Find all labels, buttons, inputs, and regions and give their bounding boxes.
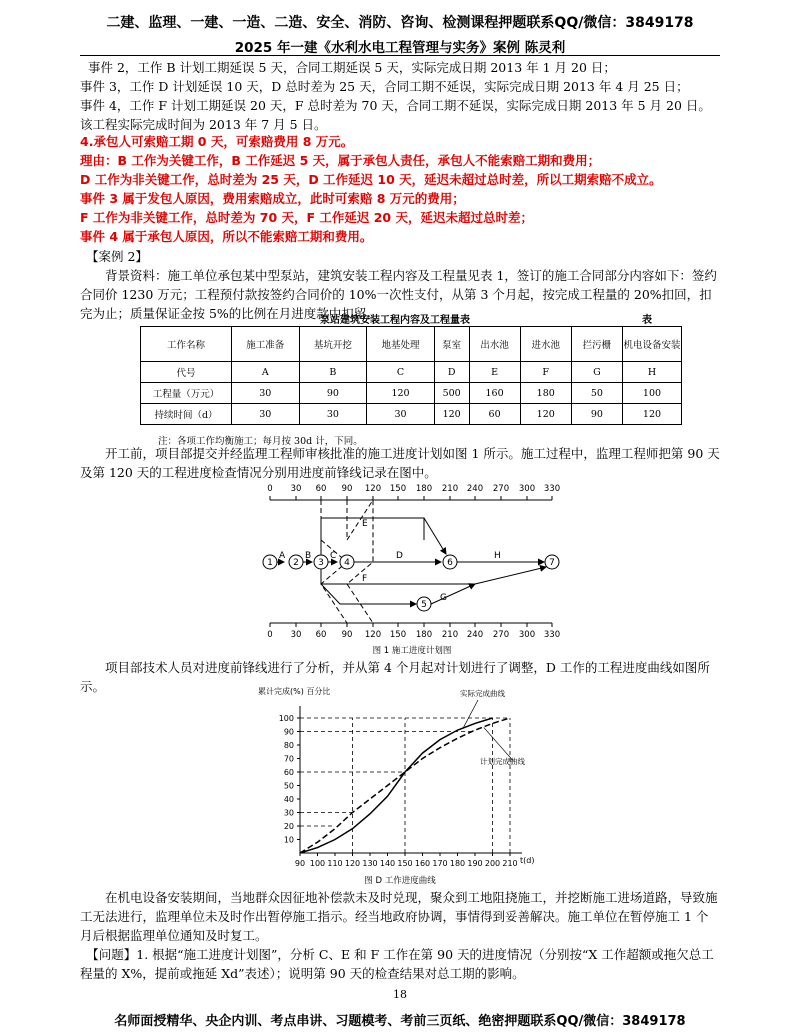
table-cell: 120	[434, 404, 469, 425]
top-tick-label: 180	[415, 484, 433, 494]
table-cell: C	[367, 362, 435, 383]
table-cell: 120	[367, 383, 435, 404]
chart-ylabel: 累计完成(%) 百分比	[258, 687, 331, 696]
chart-lines	[300, 700, 514, 853]
d-progress-chart	[250, 678, 550, 888]
table-cell: G	[571, 362, 622, 383]
y-tick-label: 30	[283, 808, 294, 818]
top-tick-label: 240	[466, 484, 484, 494]
y-tick-label: 90	[283, 727, 294, 737]
y-tick-label: 60	[283, 768, 294, 777]
table-cell: 90	[299, 383, 367, 404]
table-header-row	[141, 327, 682, 362]
activity-label-e: E	[362, 519, 368, 529]
bottom-tick-label: 60	[315, 630, 327, 640]
actual-completion-curve	[300, 718, 493, 853]
node-label: 3	[318, 558, 324, 568]
x-tick-label: 180	[449, 859, 466, 868]
table-row	[141, 404, 682, 425]
bottom-tick-label: 330	[543, 630, 561, 640]
table-header: 地基处理	[367, 327, 435, 362]
bottom-tick-label: 180	[415, 630, 433, 640]
y-tick-label: 80	[283, 741, 294, 750]
table-cell: 160	[469, 383, 520, 404]
table-cell: 持续时间（d）	[141, 404, 232, 425]
bottom-tick-label: 120	[364, 630, 382, 640]
header-rule	[80, 55, 720, 56]
table-cell: B	[299, 362, 367, 383]
bottom-scale-ticks	[270, 623, 552, 627]
y-tick-label: 10	[283, 835, 294, 845]
top-tick-label: 150	[389, 484, 407, 494]
question-text: 【问题】1. 根据“施工进度计划图”，分析 C、E 和 F 工作在第 90 天的进度情况（分别按“X 工作超额或拖欠总工程量的 X%，提前或拖延 Xd”表述）；说明第 90 天的检查结果对总工期的影响。	[80, 947, 714, 981]
paragraph-2-text: 开工前，项目部提交并经监理工程师审核批准的施工进度计划如图 1 所示。施工过程中，监理工程师把第 90 天及第 120 天的工程进度检查情况分别用进度前锋线记录在图中。	[80, 446, 720, 480]
top-tick-label: 90	[341, 484, 353, 494]
x-tick-label: 170	[432, 859, 448, 868]
header-line-2: 2025 年一建《水利水电工程管理与实务》案例 陈灵利	[234, 40, 566, 56]
x-tick-label: 110	[327, 859, 343, 868]
top-tick-label: 300	[518, 484, 536, 494]
activity-label-d: D	[396, 551, 403, 561]
top-tick-label: 210	[441, 484, 459, 494]
table-tag: 表	[642, 315, 652, 326]
arrow-g	[431, 584, 475, 604]
chart-grid	[300, 718, 510, 853]
network-diagram	[0, 478, 800, 658]
table-cell: F	[520, 362, 571, 383]
top-tick-label: 60	[315, 484, 327, 494]
table-row	[141, 383, 682, 404]
activity-label-c: C	[330, 551, 337, 561]
table-cell: 120	[623, 404, 682, 425]
node-label: 6	[447, 558, 453, 568]
table-cell: 50	[571, 383, 622, 404]
answer-reason-3: 事件 3 属于发包人原因，费用索赔成立，此时可索赔 8 万元的费用；	[80, 191, 465, 206]
bottom-tick-label: 30	[290, 630, 302, 640]
table-cell: E	[469, 362, 520, 383]
top-tick-label: 30	[290, 484, 302, 494]
paragraph-4	[80, 888, 720, 945]
activity-label-b: B	[305, 551, 312, 561]
table-header: 进水池	[520, 327, 571, 362]
page-number: 18	[393, 988, 407, 1001]
table-cell: 30	[299, 404, 367, 425]
table-cell: 100	[623, 383, 682, 404]
y-tick-label: 50	[283, 781, 294, 791]
arrow-e-end	[424, 518, 446, 554]
table-cell: 500	[434, 383, 469, 404]
node-label: 7	[549, 558, 555, 568]
case-2-title: 【案例 2】	[86, 249, 148, 264]
y-tick-label: 100	[278, 714, 294, 723]
table-cell: 120	[520, 404, 571, 425]
y-tick-label: 40	[283, 795, 294, 804]
top-tick-label: 270	[492, 484, 510, 494]
table-header: 拦污栅	[571, 327, 622, 362]
table-header: 泵室	[434, 327, 469, 362]
activity-label-f: F	[362, 574, 368, 584]
arrow-to-node-5	[321, 584, 416, 604]
event-3: 事件 3，工作 D 计划延误 10 天，D 总时差为 25 天，合同工期不延误，实际完成日期 2013 年 4 月 25 日；	[80, 79, 689, 94]
arrow-e-wave	[373, 518, 424, 540]
legend-actual: 实际完成曲线	[460, 689, 505, 698]
x-tick-label: 150	[397, 859, 413, 868]
answer-reason-4: F 工作为非关键工作，总时差为 70 天，F 工作延迟 20 天，延迟未超过总时差；	[80, 210, 533, 225]
background-text: 背景资料：施工单位承包某中型泵站，建筑安装工程内容及工程量见表 1，签订的施工合同部分内容如下：签约合同价 1230 万元；工程预付款按签约合同价的 10%一次性支付，从第 3 个月起，按完成工程量的 20%扣回，扣完为止；质量保证金按 5%的比例在月进度款中扣留。	[80, 268, 717, 321]
top-tick-label: 120	[364, 484, 382, 494]
table-cell: 代号	[141, 362, 232, 383]
y-tick-label: 70	[283, 754, 294, 764]
footer: 名师面授精华、央企内训、考点串讲、习题模考、考前三页纸、绝密押题联系QQ/微信：3849178	[114, 1014, 686, 1029]
actual-completion: 该工程实际完成时间为 2013 年 7 月 5 日。	[80, 117, 327, 132]
paragraph-4-text: 在机电设备安装期间，当地群众因征地补偿款未及时兑现，聚众到工地阻挠施工，并挖断施工进场道路，导致施工无法进行，监理单位未及时作出暂停施工指示。经当地政府协调，事情得到妥善解决。施工单位在暂停施工 1 个月后根据监理单位通知及时复工。	[80, 890, 718, 943]
table-note: 注：各项工作均衡施工；每月按 30d 计，下同。	[158, 436, 363, 447]
table-cell: A	[232, 362, 300, 383]
table-cell: 60	[469, 404, 520, 425]
bottom-tick-label: 300	[518, 630, 536, 640]
table-header: 机电设备安装	[623, 327, 682, 362]
x-tick-label: 140	[379, 859, 396, 868]
activity-label-g: G	[440, 593, 447, 603]
table-header: 施工准备	[232, 327, 300, 362]
bottom-tick-label: 210	[441, 630, 459, 640]
answer-reason-1: 理由：B 工作为关键工作，B 工作延迟 5 天，属于承包人责任，承包人不能索赔工期和费用；	[80, 153, 601, 168]
chart-xlabel: t(d)	[520, 856, 535, 865]
x-tick-label: 90	[294, 859, 306, 868]
paragraph-3-text: 项目部技术人员对进度前锋线进行了分析，并从第 4 个月起对计划进行了调整，D 工作的工程进度曲线如图所示。	[80, 660, 710, 694]
bottom-tick-label: 240	[466, 630, 484, 640]
top-scale-ticks	[270, 496, 552, 500]
table-cell: H	[623, 362, 682, 383]
node-label: 1	[267, 558, 273, 568]
activity-label-a: A	[279, 551, 286, 561]
bottom-tick-label: 270	[492, 630, 510, 640]
table-header: 工作名称	[141, 327, 232, 362]
table-cell: 90	[571, 404, 622, 425]
arrow-f-line	[321, 569, 475, 584]
table-cell: D	[434, 362, 469, 383]
bottom-tick-label: 90	[341, 630, 353, 640]
legend-plan: 计划完成曲线	[480, 757, 525, 766]
node-label: 5	[421, 600, 427, 610]
event-4: 事件 4，工作 F 计划工期延误 20 天，F 总时差为 70 天，合同工期不延误，实际完成日期 2013 年 5 月 20 日。	[80, 98, 711, 113]
event-2: 事件 2，工作 B 计划工期延误 5 天，合同工期延误 5 天，实际完成日期 2013 年 1 月 20 日；	[88, 60, 616, 75]
node-label: 2	[293, 558, 299, 568]
answer-reason-2: D 工作为非关键工作，总时差为 25 天，D 工作延迟 10 天，延迟未超过总时差，所以工期索赔不成立。	[80, 172, 662, 187]
table-cell: 工程量（万元）	[141, 383, 232, 404]
paragraph-2	[80, 444, 720, 482]
x-tick-label: 120	[344, 859, 361, 868]
answer-4: 4.承包人可索赔工期 0 天，可索赔费用 8 万元。	[80, 134, 354, 149]
quantity-table	[140, 326, 682, 425]
node-label: 4	[344, 558, 350, 568]
header-line-1: 二建、监理、一建、一造、二造、安全、消防、咨询、检测课程押题联系QQ/微信：3849178	[106, 15, 694, 31]
chart-title: 图 D 工作进度曲线	[364, 876, 436, 886]
top-tick-label: 0	[267, 484, 273, 494]
table-header: 基坑开挖	[299, 327, 367, 362]
x-tick-label: 130	[362, 859, 378, 868]
top-tick-label: 330	[543, 484, 561, 494]
bottom-tick-label: 150	[389, 630, 407, 640]
x-tick-label: 210	[502, 859, 518, 868]
table-cell: 180	[520, 383, 571, 404]
activity-label-h: H	[494, 551, 501, 561]
question-block	[80, 945, 720, 983]
answer-reason-5: 事件 4 属于承包人原因，所以不能索赔工期和费用。	[80, 229, 373, 244]
table-header: 出水池	[469, 327, 520, 362]
table-row	[141, 362, 682, 383]
bottom-tick-label: 0	[267, 630, 273, 640]
x-tick-label: 100	[309, 859, 326, 868]
network-caption: 图 1 施工进度计划图	[372, 646, 452, 656]
x-tick-label: 190	[467, 859, 483, 868]
chart-ticks	[279, 714, 518, 868]
table-cell: 30	[367, 404, 435, 425]
table-cell: 30	[232, 383, 300, 404]
x-tick-label: 160	[414, 859, 431, 868]
x-tick-label: 200	[484, 859, 501, 868]
arrow-f-end	[475, 567, 546, 584]
table-title: 泵站建筑安装工程内容及工程量表	[320, 315, 470, 326]
y-tick-label: 20	[283, 822, 294, 831]
table-cell: 30	[232, 404, 300, 425]
